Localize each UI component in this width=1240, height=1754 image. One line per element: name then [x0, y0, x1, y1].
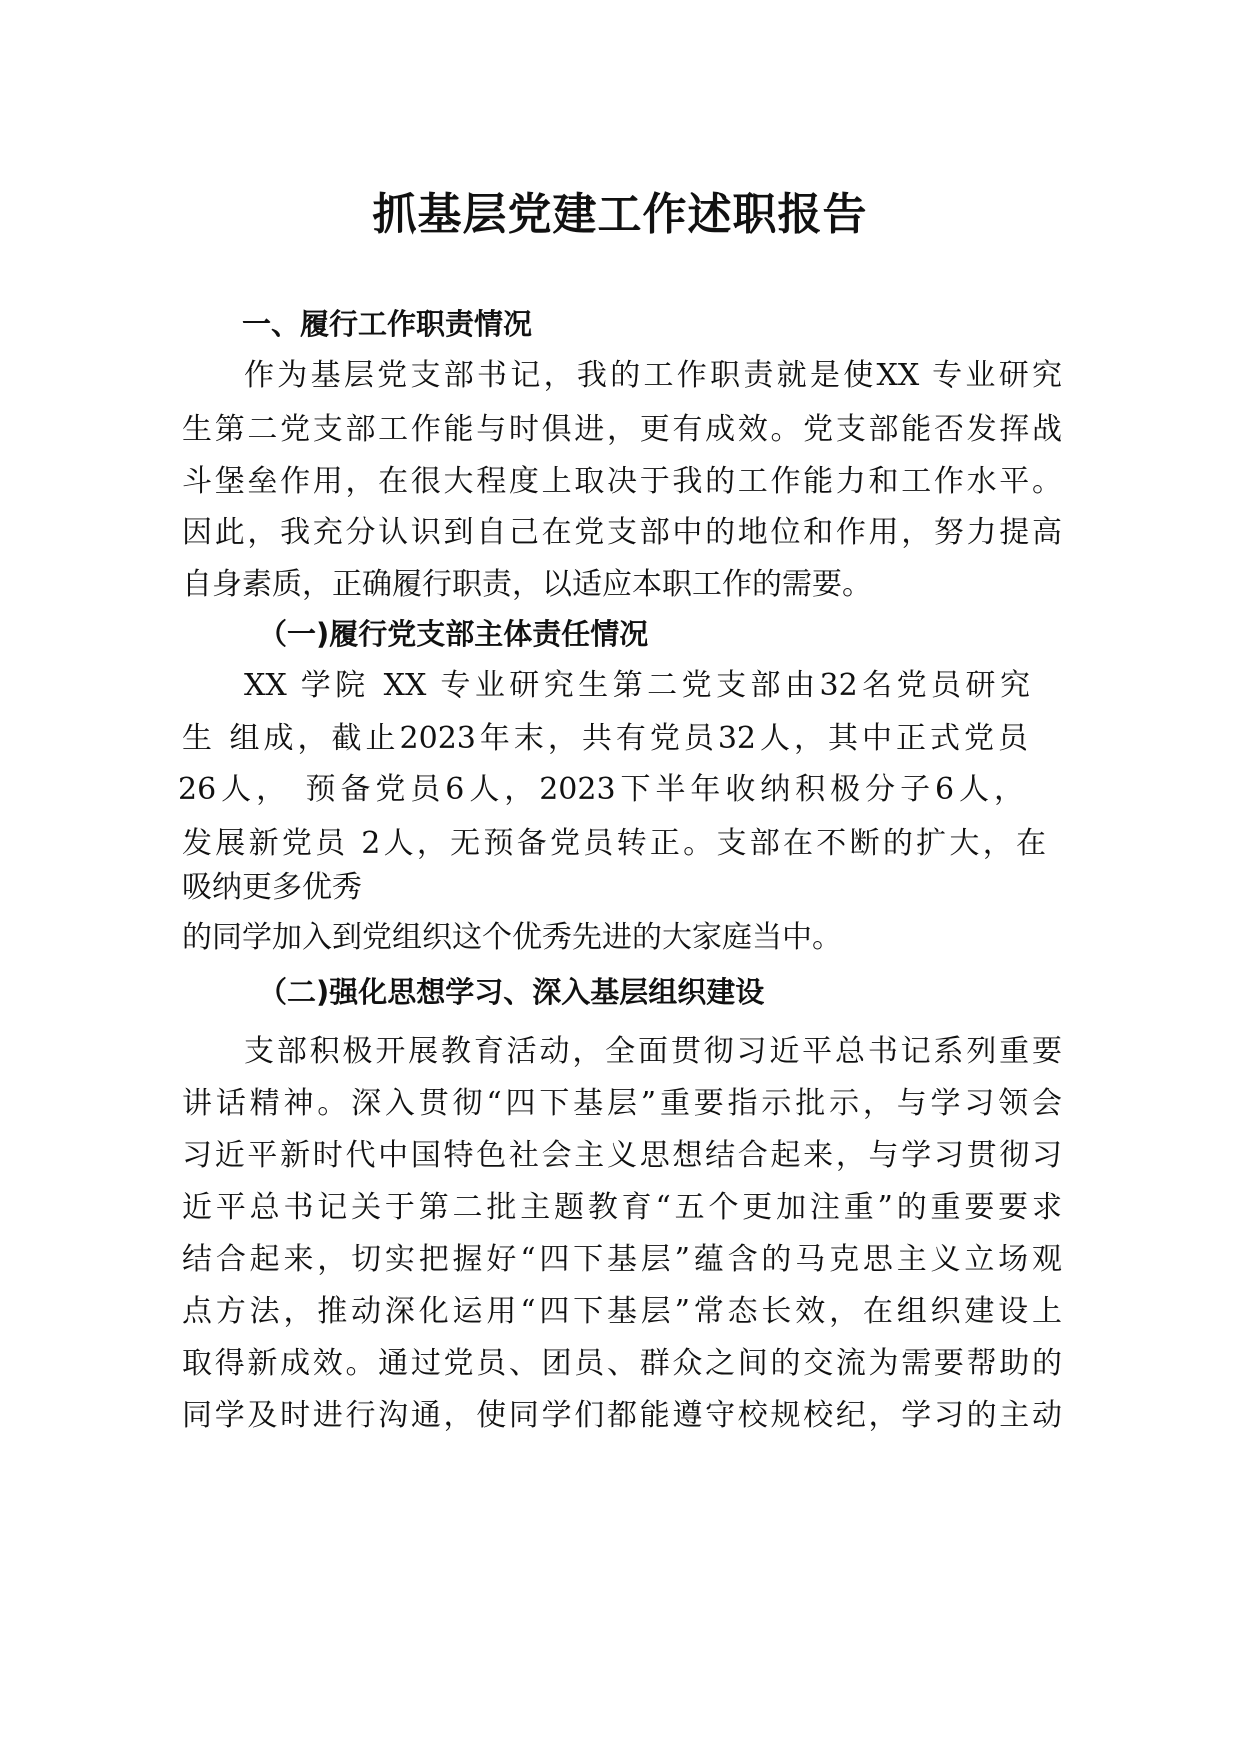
paragraph-line: 的同学加入到党组织这个优秀先进的大家庭当中。 [182, 920, 842, 955]
paragraph-line: 生 组成，截止2023年末，共有党员32人，其中正式党员 [182, 721, 1028, 756]
paragraph-line: 结合起来，切实把握好“四下基层”蕴含的马克思主义立场观 [182, 1242, 1062, 1277]
paragraph-line: 取得新成效。通过党员、团员、群众之间的交流为需要帮助的 [182, 1346, 1062, 1381]
paragraph-line: 斗堡垒作用，在很大程度上取决于我的工作能力和工作水平。 [182, 464, 1062, 499]
paragraph-line: 习近平新时代中国特色社会主义思想结合起来，与学习贯彻习 [182, 1138, 1062, 1173]
paragraph-line: XX 学院 XX 专业研究生第二党支部由32名党员研究 [244, 668, 1030, 703]
paragraph-line: 点方法，推动深化运用“四下基层”常态长效，在组织建设上 [182, 1294, 1062, 1329]
paragraph-line: 支部积极开展教育活动，全面贯彻习近平总书记系列重要 [244, 1034, 1062, 1069]
paragraph-line: 生第二党支部工作能与时俱进，更有成效。党支部能否发挥战 [182, 412, 1062, 447]
paragraph-line: 发展新党员 2人，无预备党员转正。支部在不断的扩大，在 [182, 826, 1046, 861]
subsection-heading-ideological-study: （二)强化思想学习、深入基层组织建设 [258, 975, 765, 1009]
paragraph-line: 同学及时进行沟通，使同学们都能遵守校规校纪，学习的主动 [182, 1398, 1062, 1433]
paragraph-line: 讲话精神。深入贯彻“四下基层”重要指示批示，与学习领会 [182, 1086, 1062, 1121]
paragraph-line: 吸纳更多优秀 [182, 870, 362, 905]
paragraph-line: 因此，我充分认识到自己在党支部中的地位和作用，努力提高 [182, 515, 1062, 550]
section-heading-duties: 一、履行工作职责情况 [242, 307, 533, 341]
paragraph-line: 自身素质，正确履行职责，以适应本职工作的需要。 [182, 567, 872, 602]
subsection-heading-main-responsibility: （一)履行党支部主体责任情况 [258, 617, 649, 651]
paragraph-line: 近平总书记关于第二批主题教育“五个更加注重”的重要要求 [182, 1190, 1062, 1225]
paragraph-line: 作为基层党支部书记，我的工作职责就是使XX 专业研究 [244, 358, 1062, 393]
paragraph-line: 26人， 预备党员6人，2023下半年收纳积极分子6人， [178, 772, 1024, 807]
document-title: 抓基层党建工作述职报告 [372, 189, 868, 240]
